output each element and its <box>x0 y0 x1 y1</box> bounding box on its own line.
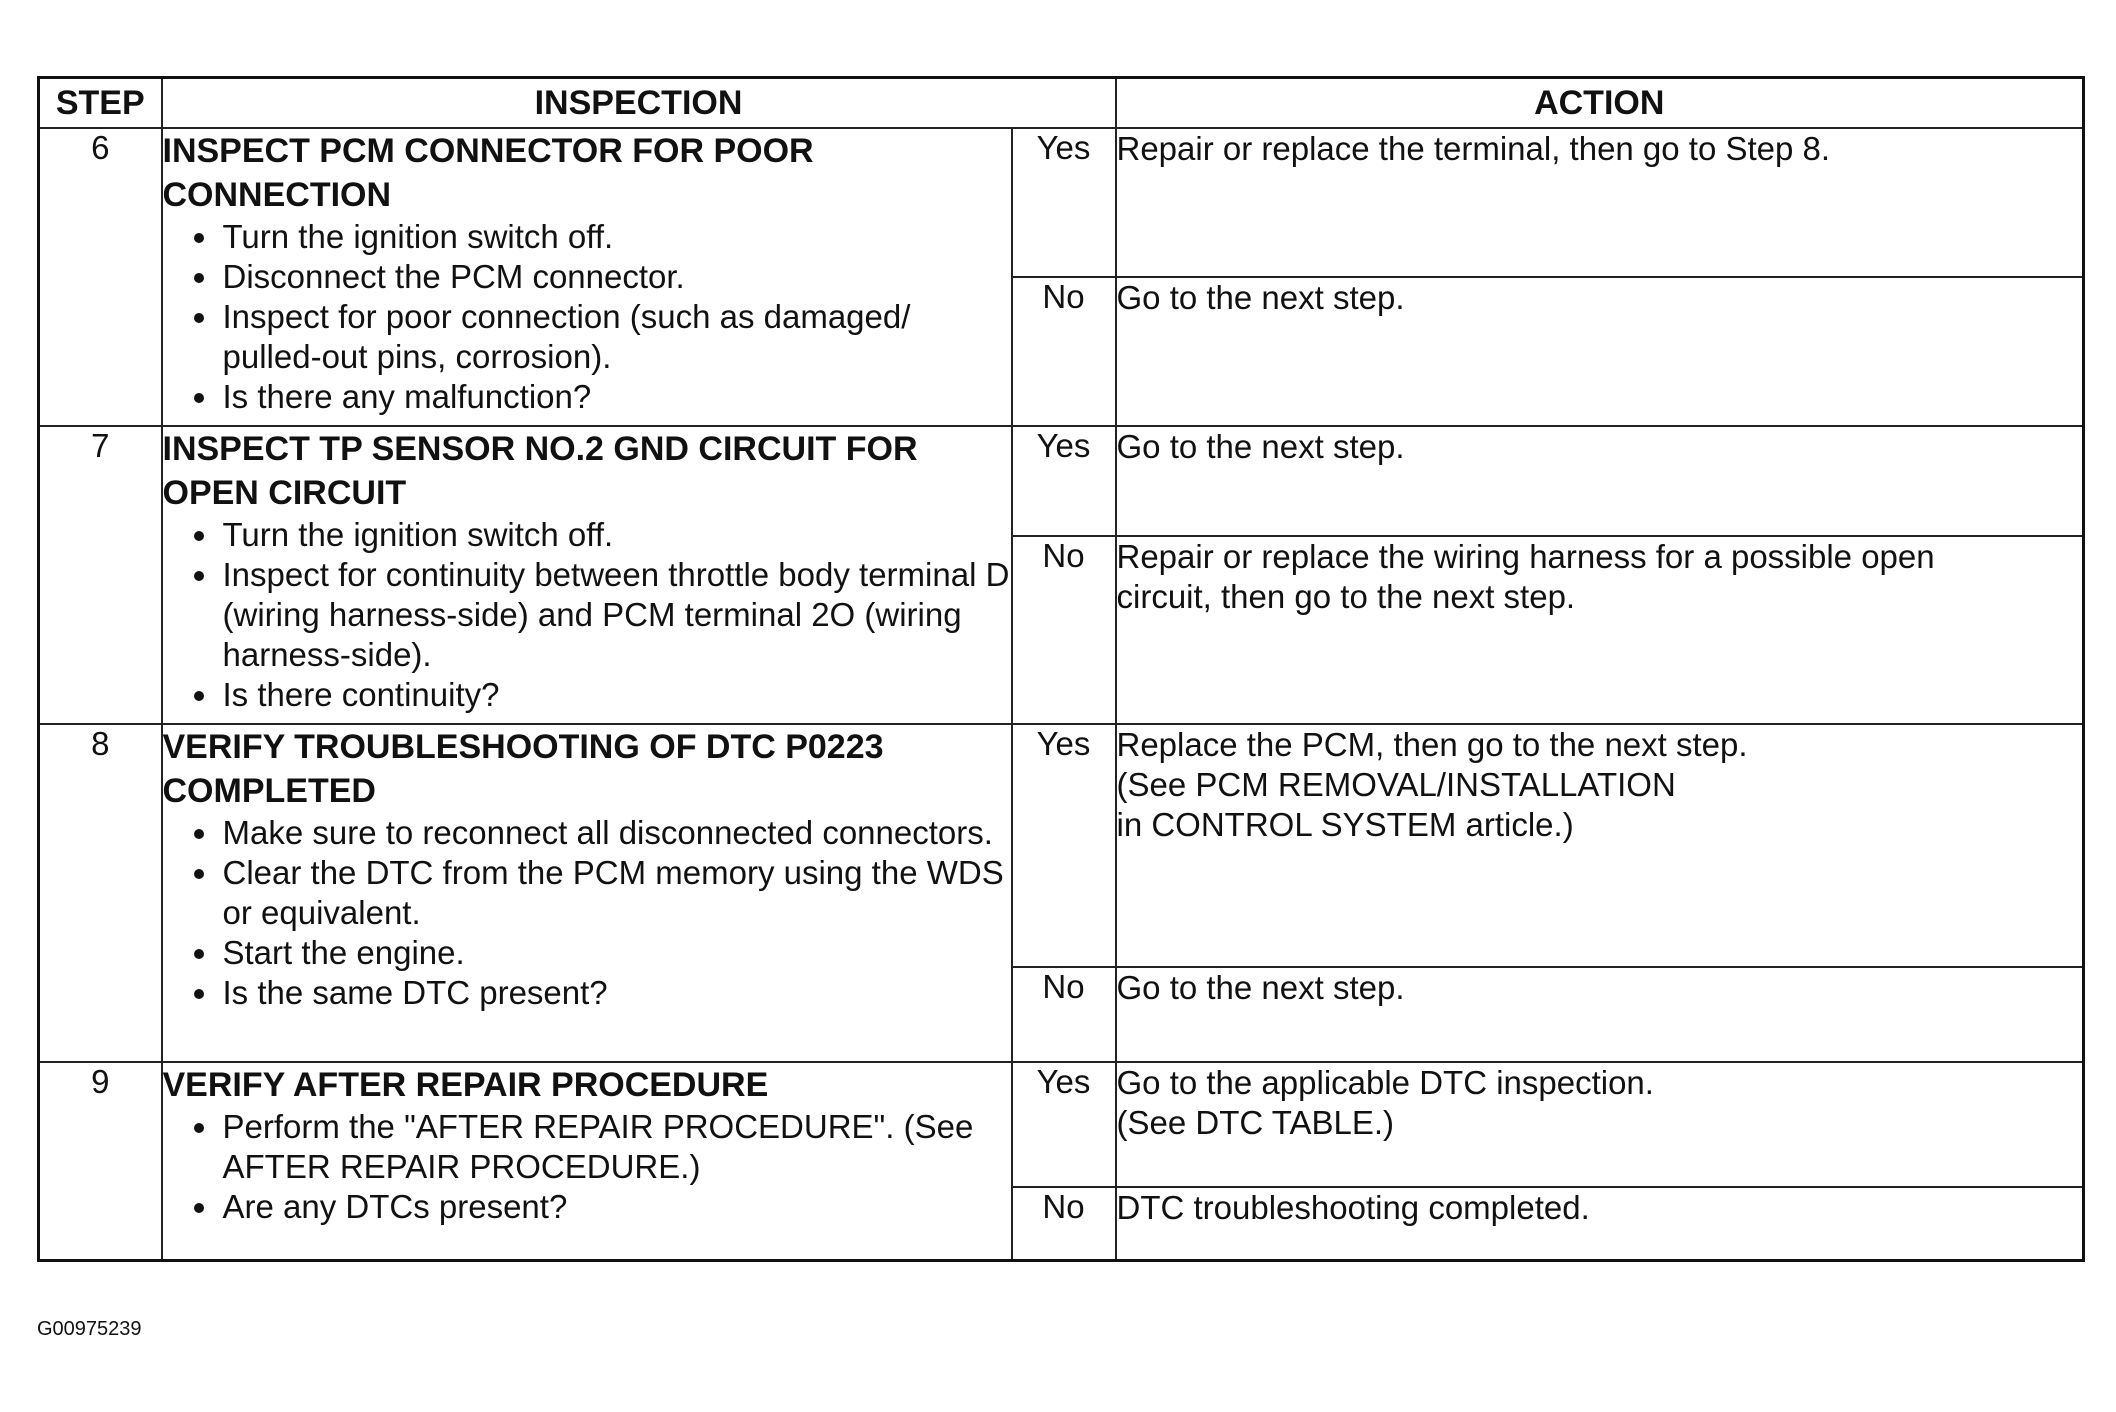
inspection-bullets <box>163 515 1011 715</box>
bullet-item: • Disconnect the PCM connector. <box>221 257 1011 297</box>
inspection-title: VERIFY AFTER REPAIR PROCEDURE <box>162 1066 769 1104</box>
bullet-item: • Turn the ignition switch off. <box>221 217 1011 257</box>
inspection-cell <box>162 724 1012 1062</box>
yes-label: Yes <box>1012 128 1116 277</box>
bullet-item: • Start the engine. <box>221 933 1011 973</box>
inspection-bullets <box>163 217 1011 417</box>
bullet-item: • Perform the "AFTER REPAIR PROCEDURE". (See AFTER REPAIR PROCEDURE.) <box>221 1107 1011 1187</box>
bullet-item: • Are any DTCs present? <box>221 1187 1011 1227</box>
inspection-title: INSPECT PCM CONNECTOR FOR POOR CONNECTION <box>162 132 814 214</box>
bullet-item: • Is there continuity? <box>221 675 1011 715</box>
bullet-item: • Inspect for continuity between throttle body terminal D (wiring harness-side) and PCM terminal 2O (wiring harness-side). <box>221 555 1011 675</box>
inspection-bullets <box>163 1107 1011 1227</box>
step-row-yes <box>39 426 2084 536</box>
no-label: No <box>1012 536 1116 724</box>
diagnostic-table <box>37 76 2085 1262</box>
yes-action: Replace the PCM, then go to the next step. (See PCM REMOVAL/INSTALLATION in CONTROL SYSTEM article.) <box>1116 724 2084 967</box>
yes-action: Go to the applicable DTC inspection. (See DTC TABLE.) <box>1116 1062 2084 1187</box>
header-row <box>39 78 2084 129</box>
inspection-title: VERIFY TROUBLESHOOTING OF DTC P0223 COMPLETED <box>162 728 884 810</box>
header-step: STEP <box>39 78 162 129</box>
no-action: Repair or replace the wiring harness for a possible open circuit, then go to the next step. <box>1116 536 2084 724</box>
bullet-item: • Make sure to reconnect all disconnected connectors. <box>221 813 1011 853</box>
no-action: DTC troubleshooting completed. <box>1116 1187 2084 1261</box>
no-label: No <box>1012 277 1116 426</box>
bullet-item: • Is there any malfunction? <box>221 377 1011 417</box>
yes-action: Repair or replace the terminal, then go to Step 8. <box>1116 128 2084 277</box>
step-number: 6 <box>39 128 162 426</box>
bullet-item: • Clear the DTC from the PCM memory using the WDS or equivalent. <box>221 853 1011 933</box>
inspection-title: INSPECT TP SENSOR NO.2 GND CIRCUIT FOR OPEN CIRCUIT <box>162 430 918 512</box>
yes-action: Go to the next step. <box>1116 426 2084 536</box>
bullet-item: • Is the same DTC present? <box>221 973 1011 1013</box>
bullet-item: • Turn the ignition switch off. <box>221 515 1011 555</box>
step-row-yes <box>39 724 2084 967</box>
no-action: Go to the next step. <box>1116 277 2084 426</box>
header-action: ACTION <box>1116 78 2084 129</box>
step-row-yes <box>39 1062 2084 1187</box>
inspection-bullets <box>163 813 1011 1013</box>
inspection-cell <box>162 426 1012 724</box>
no-action: Go to the next step. <box>1116 967 2084 1062</box>
inspection-cell <box>162 128 1012 426</box>
no-label: No <box>1012 967 1116 1062</box>
step-number: 8 <box>39 724 162 1062</box>
step-number: 7 <box>39 426 162 724</box>
bullet-item: • Inspect for poor connection (such as damaged/ pulled-out pins, corrosion). <box>221 297 1011 377</box>
yes-label: Yes <box>1012 426 1116 536</box>
yes-label: Yes <box>1012 724 1116 967</box>
step-number: 9 <box>39 1062 162 1261</box>
inspection-cell <box>162 1062 1012 1261</box>
no-label: No <box>1012 1187 1116 1261</box>
header-inspection: INSPECTION <box>162 78 1116 129</box>
figure-id: G00975239 <box>37 1318 142 1340</box>
yes-label: Yes <box>1012 1062 1116 1187</box>
step-row-yes <box>39 128 2084 277</box>
